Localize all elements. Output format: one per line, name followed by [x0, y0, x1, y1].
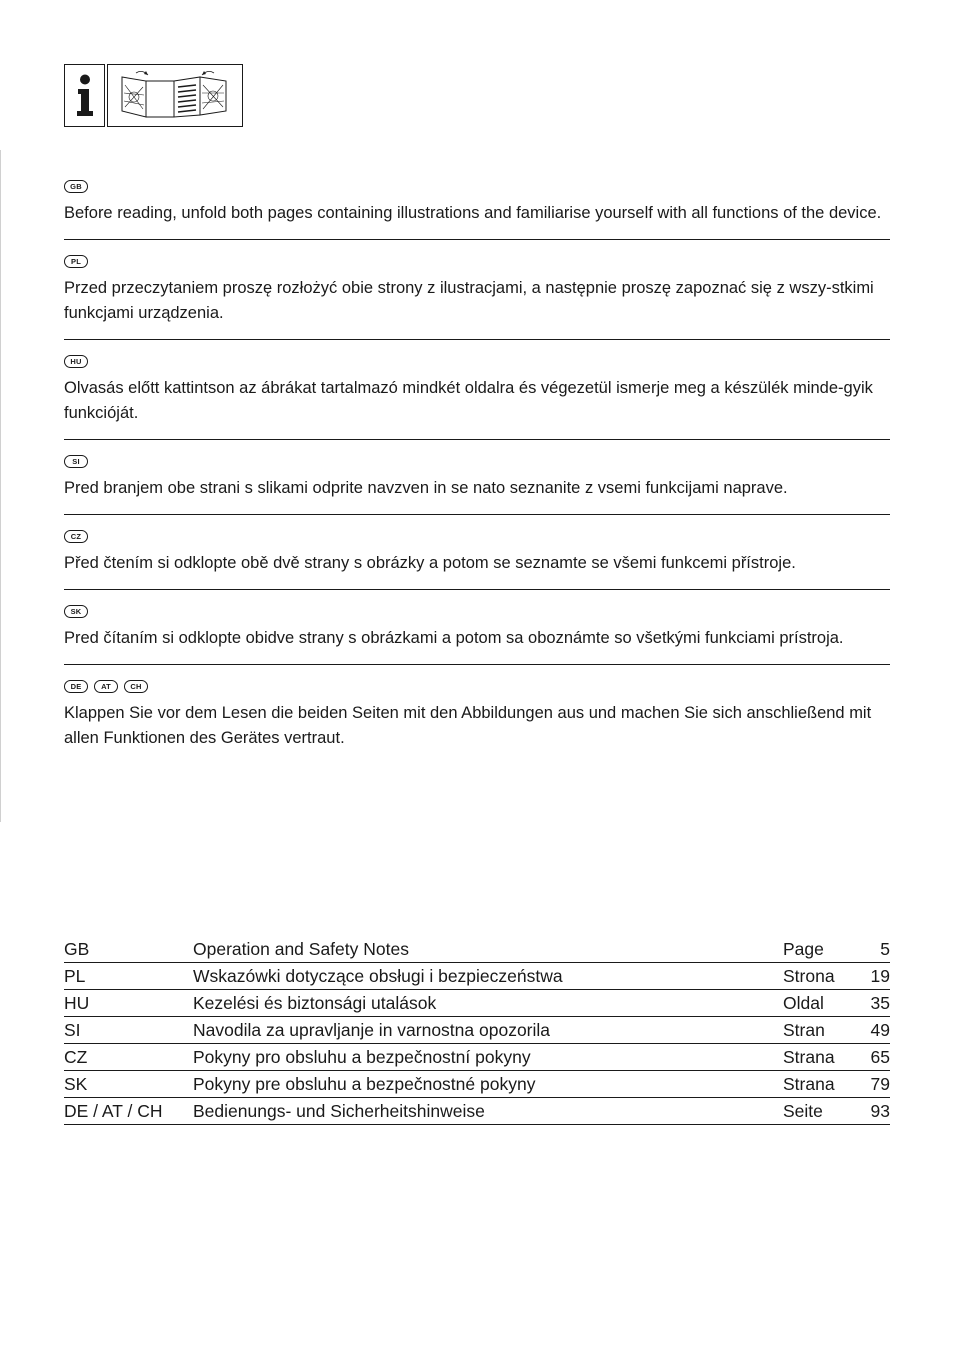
toc-page-number: 5	[855, 937, 890, 963]
country-badge: HU	[64, 355, 88, 368]
toc-section-title: Operation and Safety Notes	[193, 937, 783, 963]
country-badges	[64, 180, 890, 196]
toc-language-code: SI	[64, 1017, 193, 1044]
toc-page-label: Strana	[783, 1044, 855, 1071]
country-badge: CZ	[64, 530, 88, 543]
toc-page-label: Seite	[783, 1098, 855, 1125]
toc-page-number: 49	[855, 1017, 890, 1044]
toc-row[interactable]	[64, 1071, 890, 1098]
notice-text: Olvasás előtt kattintson az ábrákat tartalmazó mindkét oldalra és végezetül ismerje meg a készülék minde-gyik funkcióját.	[64, 379, 873, 422]
toc-row[interactable]	[64, 1044, 890, 1071]
toc-language-code: DE / AT / CH	[64, 1098, 193, 1125]
notice-de-at-ch	[64, 680, 890, 764]
country-badges	[64, 680, 890, 696]
country-badge: PL	[64, 255, 88, 268]
notice-text: Klappen Sie vor dem Lesen die beiden Seiten mit den Abbildungen aus und machen Sie sich anschließend mit allen Funktionen des Gerätes vertraut.	[64, 704, 872, 747]
country-badges	[64, 255, 890, 271]
toc-section-title: Pokyny pro obsluhu a bezpečnostní pokyny	[193, 1044, 783, 1071]
unfold-pages-icon	[107, 64, 243, 127]
toc-page-label: Strona	[783, 963, 855, 990]
country-badges	[64, 355, 890, 371]
page-edge-line	[0, 150, 1, 822]
info-icon	[64, 64, 105, 127]
country-badge: CH	[124, 680, 148, 693]
toc-page-number: 79	[855, 1071, 890, 1098]
country-badge: AT	[94, 680, 118, 693]
toc-language-code: PL	[64, 963, 193, 990]
country-badge: SK	[64, 605, 88, 618]
toc-page-label: Strana	[783, 1071, 855, 1098]
notice-hu	[64, 355, 890, 440]
notice-text: Before reading, unfold both pages containing illustrations and familiarise yourself with all functions of the device.	[64, 204, 882, 222]
toc-page-label: Oldal	[783, 990, 855, 1017]
toc-row[interactable]	[64, 963, 890, 990]
toc-row[interactable]	[64, 937, 890, 963]
toc-row[interactable]	[64, 1098, 890, 1125]
notice-text: Pred čítaním si odklopte obidve strany s obrázkami a potom sa oboznámte so všetkými funkciami prístroja.	[64, 629, 844, 647]
toc-section-title: Navodila za upravljanje in varnostna opozorila	[193, 1017, 783, 1044]
language-notices	[64, 180, 890, 779]
toc-language-code: GB	[64, 937, 193, 963]
table-of-contents	[64, 937, 890, 1125]
toc-page-label: Stran	[783, 1017, 855, 1044]
notice-si	[64, 455, 890, 515]
toc-page-number: 19	[855, 963, 890, 990]
toc-page-number: 93	[855, 1098, 890, 1125]
toc-language-code: SK	[64, 1071, 193, 1098]
toc-section-title: Wskazówki dotyczące obsługi i bezpieczeństwa	[193, 963, 783, 990]
toc-page-number: 65	[855, 1044, 890, 1071]
info-glyph	[74, 74, 96, 118]
toc-language-code: HU	[64, 990, 193, 1017]
toc-language-code: CZ	[64, 1044, 193, 1071]
country-badge: DE	[64, 680, 88, 693]
country-badges	[64, 530, 890, 546]
notice-text: Przed przeczytaniem proszę rozłożyć obie strony z ilustracjami, a następnie proszę zapoznać się z wszy-stkimi funkcjami urządzenia.	[64, 279, 874, 322]
country-badges	[64, 605, 890, 621]
toc-section-title: Kezelési és biztonsági utalások	[193, 990, 783, 1017]
toc-page-number: 35	[855, 990, 890, 1017]
unfold-pages-illustration	[108, 65, 241, 125]
notice-pl	[64, 255, 890, 340]
notice-gb	[64, 180, 890, 240]
toc-row[interactable]	[64, 1017, 890, 1044]
notice-cz	[64, 530, 890, 590]
country-badge: GB	[64, 180, 88, 193]
toc-row[interactable]	[64, 990, 890, 1017]
toc-page-label: Page	[783, 937, 855, 963]
country-badges	[64, 455, 890, 471]
toc-section-title: Pokyny pre obsluhu a bezpečnostné pokyny	[193, 1071, 783, 1098]
country-badge: SI	[64, 455, 88, 468]
toc-section-title: Bedienungs- und Sicherheitshinweise	[193, 1098, 783, 1125]
notice-sk	[64, 605, 890, 665]
notice-text: Před čtením si odklopte obě dvě strany s obrázky a potom se seznamte se všemi funkcemi přístroje.	[64, 554, 796, 572]
notice-text: Pred branjem obe strani s slikami odprite navzven in se nato seznanite z vsemi funkcijami naprave.	[64, 479, 788, 497]
